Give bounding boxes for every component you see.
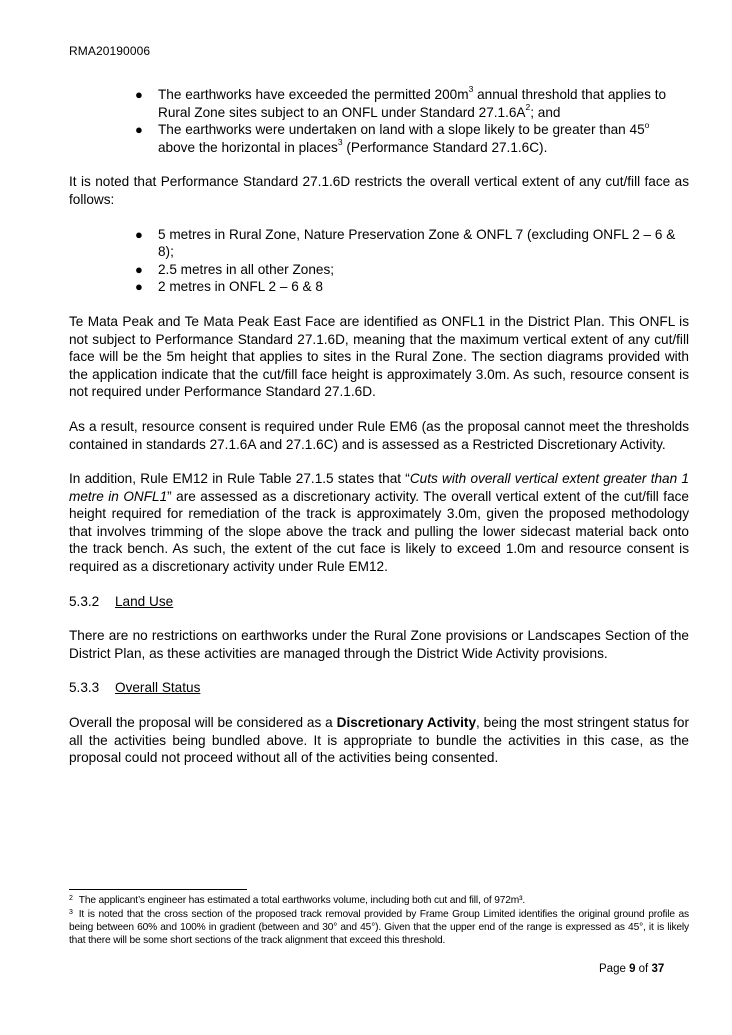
superscript: 3 [468,84,474,95]
footnote-text: The applicant’s engineer has estimated a total earthworks volume, including both cut and fill, of 972m³. [78,895,526,906]
paragraph-text-continued: , being the most stringent status for all the activities being bundled above. It is appropriate to bundle the activities in this case, as the proposal could not proceed without all of the activities being consented. [69,715,689,766]
list-item [69,278,689,296]
footnote-item [69,909,689,948]
section-number: 5.3.3 [69,680,100,696]
bullet-text: 2.5 metres in all other Zones; [158,261,335,277]
bullet-text-continued: annual threshold that applies to Rural Zone sites subject to an ONFL under Standard 27.1.6A [158,87,667,120]
page-of-label: of [635,963,652,975]
bullet-text: 5 metres in Rural Zone, Nature Preservation Zone & ONFL 7 (excluding ONFL 2 – 6 & 8); [158,226,676,260]
bullet-text: The earthworks were undertaken on land with a slope likely to be greater than 45 [158,122,645,138]
bullet-list-limits [69,226,689,296]
page-footer [599,963,664,975]
section-title: Overall Status [115,680,201,696]
bullet-text: The earthworks have exceeded the permitted 200m [158,87,469,102]
footnote-text: It is noted that the cross section of the proposed track removal provided by Frame Group Limited identifies the original ground profile as being between 60% and 100% in gradient (between and 30° and 45°). Given that the upper end of the range is expressed as 45°, it is likely that there will be some short sections of the track alignment that exceed this threshold. [69,908,689,946]
paragraph-land-use: There are no restrictions on earthworks under the Rural Zone provisions or Landscapes Section of the District Plan, as these activities are managed through the District Wide Activity provisions. [69,628,689,661]
paragraph-te-mata-peak: Te Mata Peak and Te Mata Peak East Face are identified as ONFL1 in the District Plan. This ONFL is not subject to Performance Standard 27.1.6D, meaning that the maximum vertical extent of any cut/fill face will be the 5m height that applies to sites in the Rural Zone. The section diagrams provided with the application indicate that the cut/fill face height is approximately 3.0m. As such, resource consent is not required under Performance Standard 27.1.6D. [69,313,689,400]
footnote-item [69,895,689,909]
bullet-icon: ● [135,87,143,102]
bullet-text-continued: above the horizontal in places [158,139,338,155]
list-item [69,121,689,156]
footnote-mark: 3 [69,908,73,916]
activity-status: Discretionary Activity [336,715,476,731]
paragraph-standard-27-1-6d: It is noted that Performance Standard 27.1.6D restricts the overall vertical extent of any cut/fill face as follows: [69,174,689,207]
section-title: Land Use [115,593,174,609]
footnote-separator [69,889,247,890]
bullet-icon: ● [135,279,143,295]
footnote-mark: 2 [69,895,73,902]
bullet-text: 2 metres in ONFL 2 – 6 & 8 [158,279,323,295]
list-item [69,226,689,261]
document-body [69,86,689,767]
section-heading-overall-status [69,679,689,697]
list-item [69,261,689,279]
list-item [69,86,689,121]
page-label: Page [599,963,630,975]
section-number: 5.3.2 [69,593,100,609]
superscript: o [644,119,650,130]
bullet-icon: ● [135,226,143,242]
paragraph-overall-status [69,714,689,767]
document-reference: RMA20190006 [69,44,151,58]
paragraph-text-continued: ” are assessed as a discretionary activity. The overall vertical extent of the cut/fill face height required for remediation of the track is approximately 3.0m, given the proposed methodology that involves trimming of the slope above the track and pulling the lower sidecast material back onto the track bench. As such, the extent of the cut face is likely to exceed 1.0m and resource consent is required as a discretionary activity under Rule EM12. [69,488,689,575]
paragraph-rule-em12 [69,470,689,576]
bullet-icon: ● [135,122,143,138]
bullet-list-breaches [69,86,689,156]
footnotes [69,895,689,947]
section-heading-land-use [69,593,689,611]
bullet-text-end: ; and [530,104,561,120]
page-number: 9 [629,963,636,975]
paragraph-text: Overall the proposal will be considered as a [69,715,337,731]
page-total: 37 [651,963,665,975]
bullet-icon: ● [135,261,143,277]
bullet-text-end: (Performance Standard 27.1.6C). [342,139,548,155]
paragraph-text: In addition, Rule EM12 in Rule Table 27.1.5 states that “ [69,471,410,487]
footnote-ref: 2 [525,102,531,113]
footnote-ref: 3 [337,137,343,148]
paragraph-rule-em6: As a result, resource consent is required under Rule EM6 (as the proposal cannot meet the thresholds contained in standards 27.1.6A and 27.1.6C) and is assessed as a Restricted Discretionary Activity. [69,418,689,452]
quoted-rule-text: Cuts with overall vertical extent greater than 1 metre in ONFL1 [69,471,689,504]
